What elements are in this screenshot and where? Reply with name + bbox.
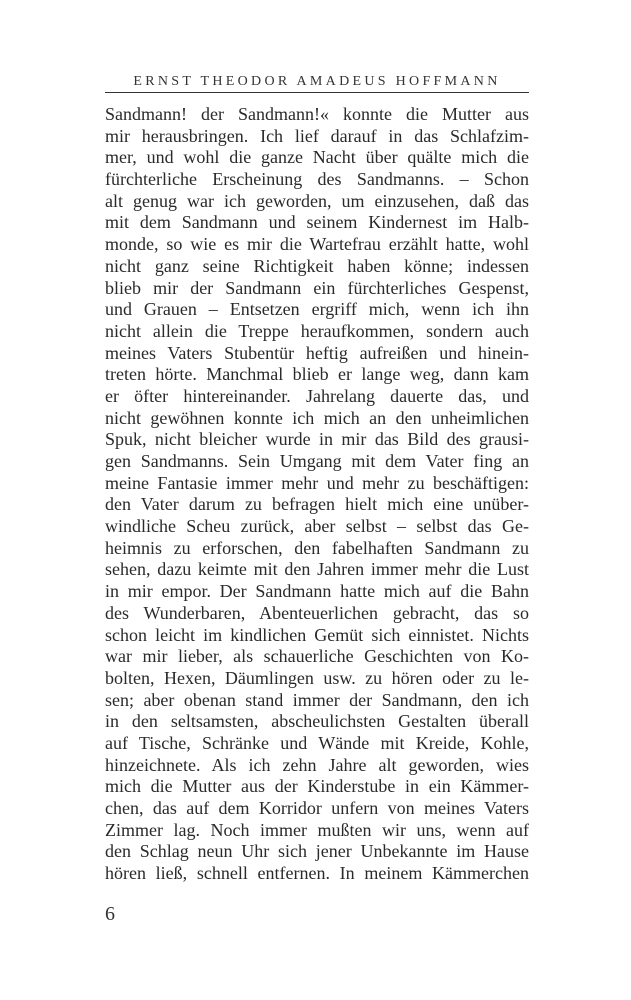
- text-line: treten hörte. Manchmal blieb er lange weg, dann kam: [105, 364, 529, 385]
- text-line: in mir empor. Der Sandmann hatte mich auf die Bahn: [105, 581, 529, 602]
- running-head: ERNST THEODOR AMADEUS HOFFMANN: [105, 72, 529, 93]
- text-line: bolten, Hexen, Däumlingen usw. zu hören oder zu le-: [105, 667, 529, 688]
- text-line: mer, und wohl die ganze Nacht über quälte mich die: [105, 147, 529, 168]
- text-line: sen; aber obenan stand immer der Sandmann, den ich: [105, 689, 529, 710]
- text-line: war mir lieber, als schauerliche Geschichten von Ko-: [105, 646, 529, 667]
- text-line: mich die Mutter aus der Kinderstube in ein Kämmer-: [105, 776, 529, 797]
- text-line: nicht gewöhnen konnte ich mich an den unheimlichen: [105, 407, 529, 428]
- text-line: schon leicht im kindlichen Gemüt sich einnistet. Nichts: [105, 624, 529, 645]
- page-number: 6: [105, 903, 115, 925]
- text-line: meine Fantasie immer mehr und mehr zu beschäftigen:: [105, 472, 529, 493]
- text-line: in den seltsamsten, abscheulichsten Gestalten überall: [105, 711, 529, 732]
- text-line: nicht ganz seine Richtigkeit haben könne; indessen: [105, 255, 529, 276]
- text-line: und Grauen – Entsetzen ergriff mich, wenn ich ihn: [105, 299, 529, 320]
- text-line: alt genug war ich geworden, um einzusehen, daß das: [105, 190, 529, 211]
- text-line: Zimmer lag. Noch immer mußten wir uns, wenn auf: [105, 819, 529, 840]
- text-line: er öfter hintereinander. Jahrelang dauerte das, und: [105, 385, 529, 406]
- text-line: nicht allein die Treppe heraufkommen, sondern auch: [105, 320, 529, 341]
- text-line: des Wunderbaren, Abenteuerlichen gebracht, das so: [105, 602, 529, 623]
- text-line: windliche Scheu zurück, aber selbst – selbst das Ge-: [105, 516, 529, 537]
- text-line: gen Sandmanns. Sein Umgang mit dem Vater fing an: [105, 451, 529, 471]
- text-line: sehen, dazu keimte mit den Jahren immer mehr die Lust: [105, 559, 529, 580]
- text-line: heimnis zu erforschen, den fabelhaften Sandmann zu: [105, 537, 529, 558]
- text-line: Spuk, nicht bleicher wurde in mir das Bild des grausi-: [105, 429, 529, 450]
- text-line: hinzeichnete. Als ich zehn Jahre alt geworden, wies: [105, 754, 529, 775]
- text-line: auf Tische, Schränke und Wände mit Kreide, Kohle,: [105, 732, 529, 753]
- text-line: chen, das auf dem Korridor unfern von meines Vaters: [105, 798, 529, 818]
- text-line: Sandmann! der Sandmann!« konnte die Mutter aus: [105, 104, 529, 124]
- text-line: meines Vaters Stubentür heftig aufreißen und hinein-: [105, 342, 529, 363]
- text-line: mir herausbringen. Ich lief darauf in das Schlafzim-: [105, 125, 529, 146]
- text-line: mit dem Sandmann und seinem Kindernest im Halb-: [105, 212, 529, 233]
- text-line: hören ließ, schnell entfernen. In meinem Kämmerchen: [105, 863, 529, 884]
- body-text: [105, 104, 529, 885]
- text-line: blieb mir der Sandmann ein fürchterliches Gespenst,: [105, 277, 529, 298]
- text-line: monde, so wie es mir die Wartefrau erzählt hatte, wohl: [105, 234, 529, 255]
- text-line: fürchterliche Erscheinung des Sandmanns. – Schon: [105, 169, 529, 190]
- text-line: den Vater darum zu befragen hielt mich eine unüber-: [105, 494, 529, 515]
- text-line: den Schlag neun Uhr sich jener Unbekannte im Hause: [105, 841, 529, 862]
